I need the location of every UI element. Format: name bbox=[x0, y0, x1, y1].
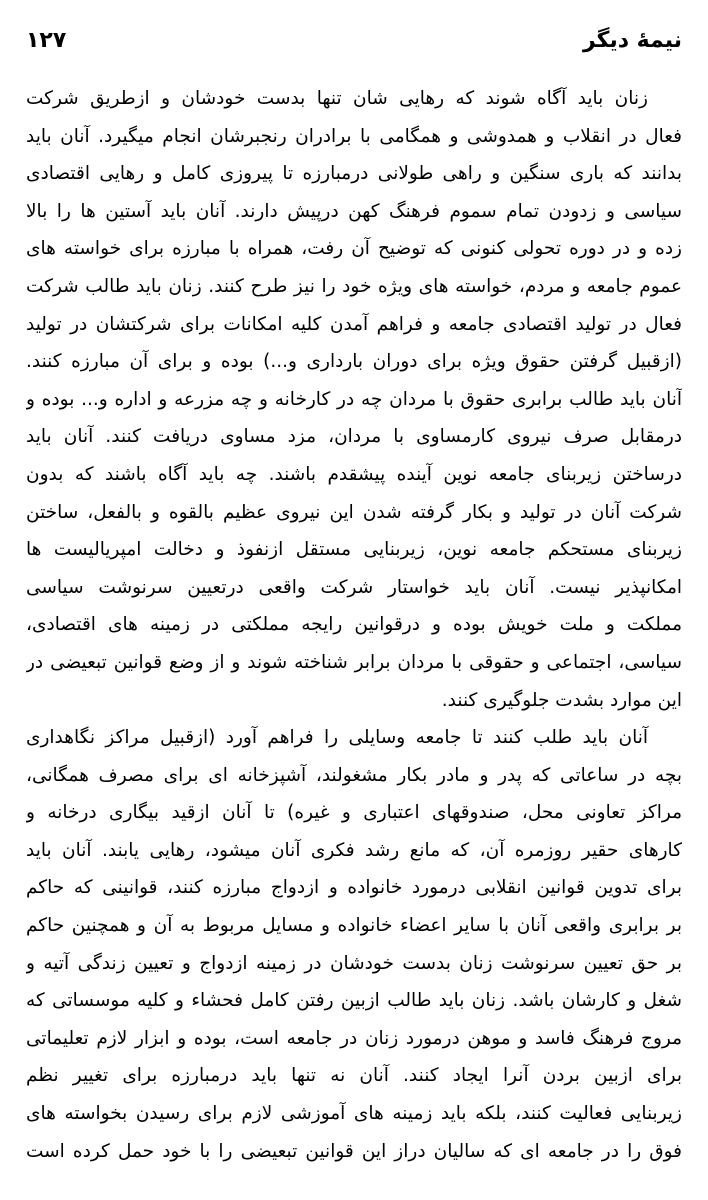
text-line: امکانپذیر نیست. آنان باید خواستار شرکت واقعی درتعیین سرنوشت سیاسی bbox=[26, 576, 682, 598]
text-line: زیربنایی فعالیت کنند، بلکه باید زمینه های آموزشی لازم برای رسیدن بخواسته های bbox=[26, 1103, 682, 1125]
text-line: این موارد بشدت جلوگیری کنند. bbox=[441, 689, 682, 711]
text-line: بچه در ساعاتی که پدر و مادر بکار مشغولند، آشپزخانه ای برای مصرف همگانی، bbox=[26, 764, 682, 786]
text-line: زده و در دوره تحولی کنونی که توضیح آن رفت، همراه با مبارزه برای خواسته های bbox=[26, 238, 682, 260]
text-line: زنان باید آگاه شوند که رهایی شان تنها بدست خودشان و ازطریق شرکت bbox=[26, 88, 648, 109]
text-line: کارهای حقیر روزمره آن، که مانع رشد فکری آنان میشود، رهایی یابند. آنان باید bbox=[26, 839, 682, 861]
text-line: فعال در انقلاب و همدوشی و همگامی با برادران رنجبرشان انجام میگیرد. آنان باید bbox=[26, 125, 682, 147]
running-header-title: نیمهٔ دیگر bbox=[582, 28, 682, 53]
text-line: مروج فرهنگ فاسد و موهن درمورد زنان در جامعه است، بوده و ابزار لازم تعلیماتی bbox=[26, 1027, 682, 1049]
text-line: سیاسی و زدودن تمام سموم فرهنگ کهن درپیش دارند. آنان باید آستین ها را بالا bbox=[26, 200, 682, 222]
text-line: بر برابری واقعی آنان با سایر اعضاء خانواده و مسایل مربوط به آن و همچنین حاکم bbox=[26, 915, 682, 937]
text-line: فوق را در جامعه ای که سالیان دراز این قوانین تبعیضی را با خود حمل کرده است bbox=[26, 1140, 682, 1162]
text-line: درساختن زیربنای جامعه نوین آینده پیشقدم باشند. چه باید آگاه باشند که بدون bbox=[26, 463, 682, 485]
text-line: فعال در تولید اقتصادی جامعه و فراهم آمدن کلیه امکانات برای شرکتشان در تولید bbox=[26, 313, 682, 335]
text-line: برای ازبین بردن آنرا ایجاد کنند. آنان نه تنها باید درمبارزه برای تغییر نظم bbox=[26, 1065, 682, 1087]
text-line: بدانند که باری سنگین و راهی طولانی درمبارزه تا پیروزی کامل و رهایی اقتصادی bbox=[26, 163, 682, 185]
text-line: شرکت آنان در تولید و بکار گرفته شدن این نیروی عظیم بالقوه و بالفعل، ساختن bbox=[26, 501, 682, 523]
text-line: (ازقبیل گرفتن حقوق ویژه برای دوران بارداری و...) بوده و برای آن مبارزه کنند. bbox=[26, 351, 682, 373]
text-line: آنان باید طلب کنند تا جامعه وسایلی را فراهم آورد (ازقبیل مراکز نگاهداری bbox=[26, 727, 648, 749]
text-line: آنان باید طالب برابری حقوق با مردان چه در کارخانه و چه مزرعه و اداره و... بوده و bbox=[26, 388, 682, 410]
text-line: زیربنای مستحکم جامعه نوین، زیربنایی مستقل ازنفوذ و دخالت امپریالیست ها bbox=[26, 539, 682, 561]
text-line: درمقابل صرف نیروی کارمساوی با مردان، مزد مساوی دریافت کنند. آنان باید bbox=[26, 426, 682, 448]
page-number: ۱۲۷ bbox=[26, 28, 67, 53]
text-line: برای تدوین قوانین انقلابی درمورد خانواده و ازدواج مبارزه کنند، قوانینی که حاکم bbox=[26, 877, 682, 899]
text-line: مملکت و ملت خویش بوده و درقوانین رایجه مملکتی در زمینه های اقتصادی، bbox=[26, 614, 682, 636]
text-line: شغل و کارشان باشد. زنان باید طالب ازبین رفتن کامل فحشاء و کلیه موسساتی که bbox=[26, 990, 682, 1012]
text-line: سیاسی، اجتماعی و حقوقی با مردان برابر شناخته شوند و از وضع قوانین تبعیضی در bbox=[26, 651, 682, 673]
text-line: بر حق تعیین سرنوشت زنان بدست خودشان در زمینه ازدواج و تعیین زندگی آتیه و bbox=[26, 952, 682, 974]
text-line: مراکز تعاونی محل، صندوقهای اعتباری و غیره) تا آنان ازقید بیگاری درخانه و bbox=[26, 802, 682, 824]
text-line: عموم جامعه و مردم، خواسته های ویژه خود را نیز طرح کنند. زنان باید طالب شرکت bbox=[26, 275, 682, 297]
body-text bbox=[26, 80, 682, 1170]
